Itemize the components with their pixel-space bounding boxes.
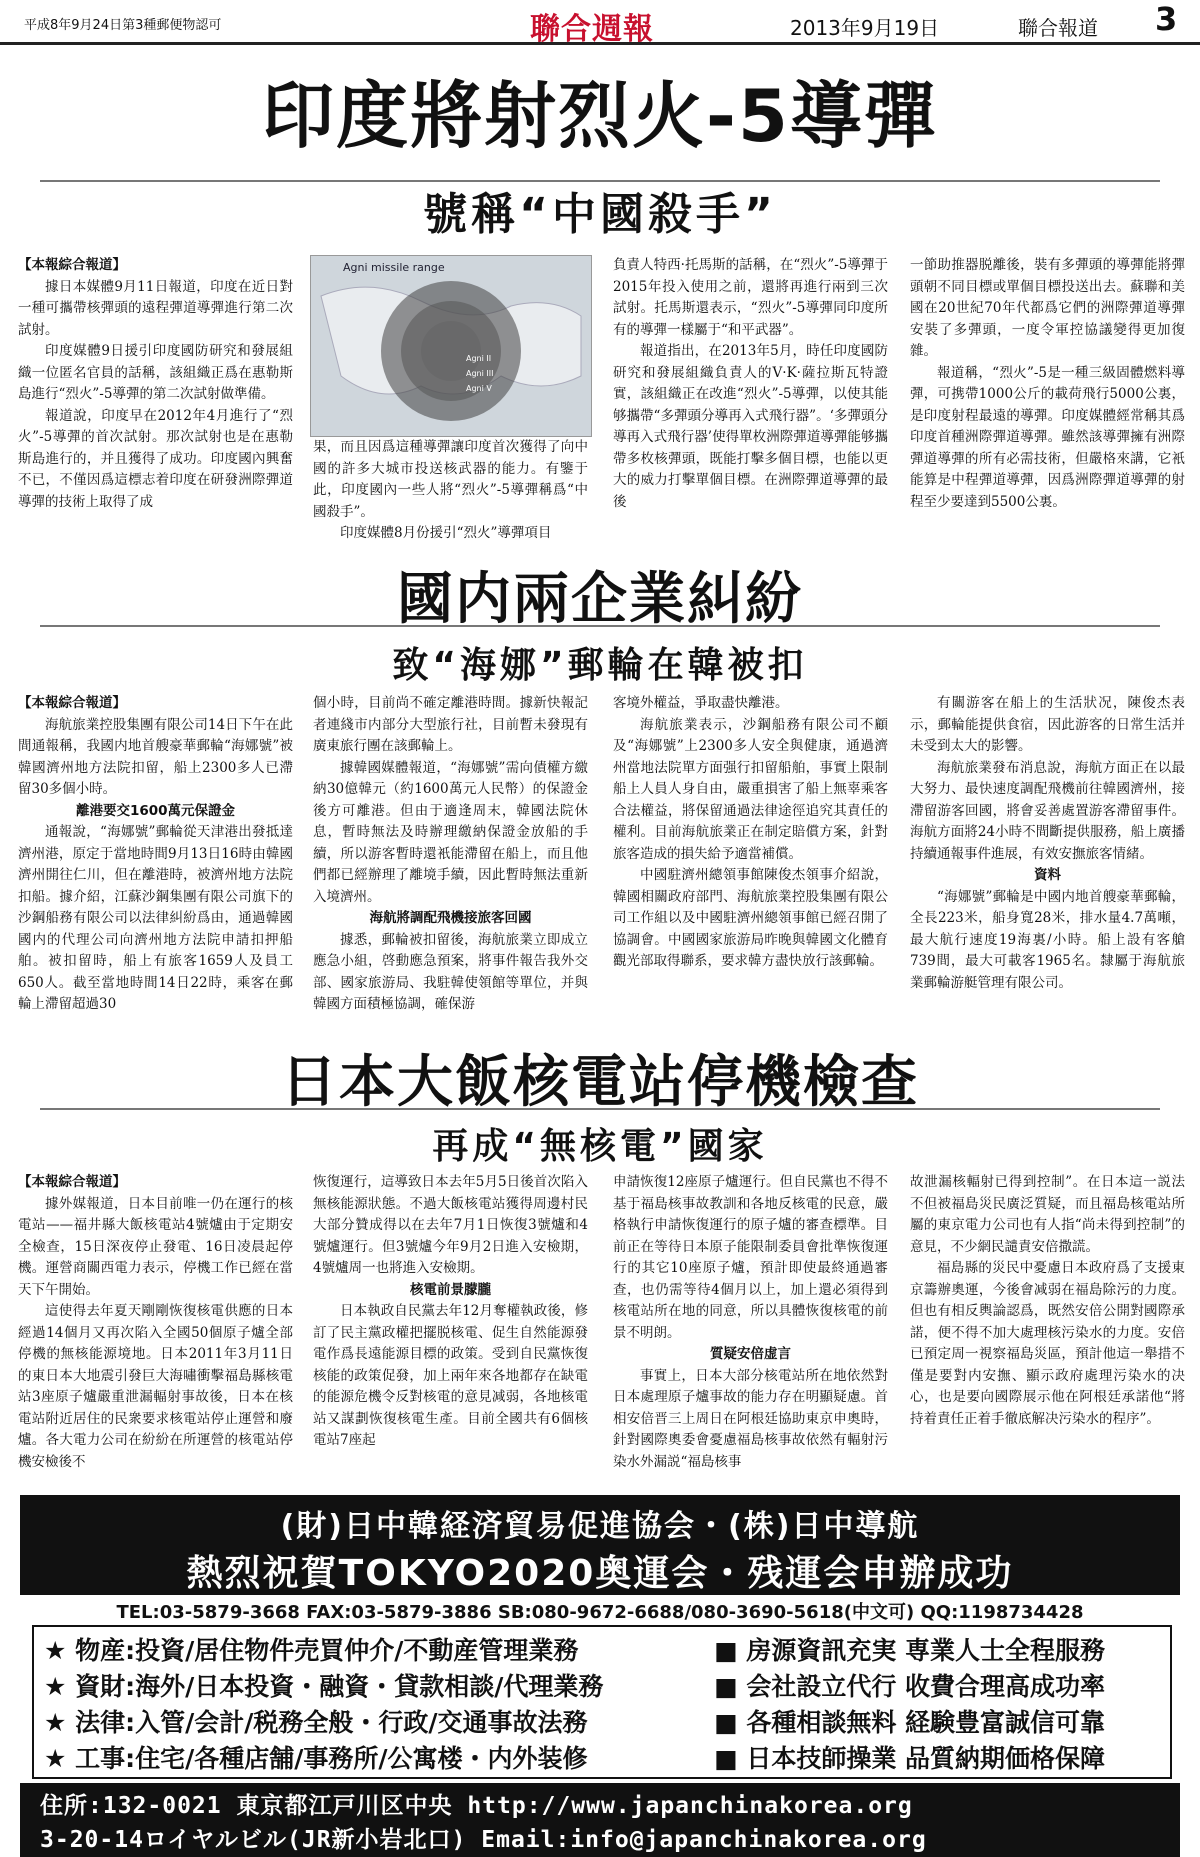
article1-subhead: 號稱“中國殺手”: [423, 189, 777, 240]
advertisement: [20, 1495, 1180, 1857]
paragraph: 福島縣的災民中憂慮日本政府爲了支援東京籌辦奧運，今後會减弱在福島除污的力度。但也有相反輿論認爲，既然安倍公開對國際承諾，便不得不加大處理核污染水的力度。安倍已預定周一視察福島災區，預計他這一舉措不僅是要對内安撫、顯示政府處理污染水的决心，也是要向國際展示他在阿根廷承諾他“將持着責任正着手徹底解决污染水的程序”。: [910, 1260, 1185, 1427]
service-item: ★ 工事:住宅/各種店舗/事務所/公寓楼・内外装修: [44, 1744, 588, 1773]
article2-column-1: [18, 693, 293, 1035]
world-map-icon: [311, 256, 591, 436]
paragraph: 恢復運行，這導致日本去年5月5日後首次陷入無核能源狀態。不過大飯核電站獲得周邊村民大部分贊成得以在去年7月1日恢復3號爐和4號爐運行。但3號爐今年9月2日進入安檢期，4號爐周一也將進入安檢期。: [313, 1174, 588, 1276]
article2-divider: [40, 625, 1160, 627]
paragraph: 中國駐濟州總領事館陳俊杰領事介紹說，韓國相關政府部門、海航旅業控股集團有限公司工作組以及中國駐濟州總領事館已經召開了協調會。中國國家旅游局昨晚與韓國文化體育觀光部取得聯系，要求韓方盡快放行該郵輪。: [613, 867, 888, 969]
byline: 【本報綜合報道】: [18, 257, 126, 273]
page-number: 3: [1155, 0, 1178, 38]
paragraph: 報道指出，在2013年5月，時任印度國防研究和發展組織負責人的V·K·薩拉斯瓦特證實，該組織正在改進“烈火”-5導彈，以使其能够攜帶“多彈頭分導再入式飛行器”。‘多彈頭分導再入式飛行器’使得單枚洲際彈道導彈能够攜帶多枚核彈頭，既能打擊多個目標，也能以更大的威力打擊單個目標。在洲際彈道導彈的最後: [613, 343, 888, 510]
paragraph: 報道稱，“烈火”-5是一種三級固體燃料導彈，可携帶1000公斤的載荷飛行5000公裏，是印度射程最遠的導彈。印度媒體經常稱其爲印度首種洲際彈道導彈。雖然該導彈擁有洲際彈道導彈的所有必需技術，但嚴格來講，它衹能算是中程彈道導彈，因爲洲際彈道導彈的射程至少要達到5500公裏。: [910, 364, 1185, 510]
paragraph: 這使得去年夏天剛剛恢復核電供應的日本經過14個月又再次陷入全國50個原子爐全部停機的無核能源境地。日本2011年3月11日的東日本大地震引發巨大海嘯衝擊福島縣核電站3座原子爐嚴重泄漏輻射事故後，日本在核電站附近居住的民衆要求核電站停止運營和廢爐。各大電力公司在紛紛在所運營的核電站停機安檢後不: [18, 1303, 293, 1470]
paragraph: 據悉，郵輪被扣留後，海航旅業立即成立應急小組，啓動應急預案，將事件報告我外交部、國家旅游局、我駐韓使領館等單位，并與韓國方面積極協調，確保游: [313, 931, 588, 1012]
paragraph: 報道說，印度早在2012年4月進行了“烈火”-5導彈的首次試射。那次試射也是在惠勒斯島進行的，并且獲得了成功。印度國內興奮不已，不僅因爲這標志着印度在研發洲際彈道導彈的技術上取得了成: [18, 407, 293, 510]
page-header: [0, 0, 1200, 45]
byline: 【本報綜合報道】: [18, 1174, 126, 1190]
section-subheading: 資料: [1034, 867, 1061, 883]
ad-slogan: 熱烈祝賀TOKYO2020奥運会・残運会申辦成功: [186, 1553, 1014, 1594]
service-item: ★ 資財:海外/日本投資・融資・貸款相談/代理業務: [44, 1672, 604, 1701]
article1-column-4: [910, 255, 1185, 545]
masthead: 聯合週報: [530, 12, 654, 47]
article3-column-2: [313, 1172, 588, 1488]
paragraph: 申請恢復12座原子爐運行。但自民黨也不得不基于福島核事故教訓和各地反核電的民意，嚴格執行申請恢復運行的原子爐的審查標準。目前正在等待日本原子能限制委員會批準恢復運行的其它10座原子爐，預計即使最終通過審查，也仍需等待4個月以上，加上還必須得到核電站所在地的同意，所以具體恢復核電的前景不明朗。: [613, 1174, 888, 1341]
article1-column-3: [613, 255, 888, 545]
paragraph: 據外媒報道，日本目前唯一仍在運行的核電站——福井縣大飯核電站4號爐由于定期安全檢查，15日深夜停止發電、16日凌晨起停機。運營商關西電力表示，停機工作已經在當天下午開始。: [18, 1195, 293, 1298]
section-subheading: 核電前景朦朧: [410, 1281, 491, 1298]
paragraph: 據韓國媒體報道，“海娜號”需向債權方繳納30億韓元（約1600萬元人民幣）的保證金後方可離港。但由于適逢周末，韓國法院休息，暫時無法及時辦理繳納保證金放船的手續，所以游客暫時還衹能滯留在船上，而且他們都已經辦理了離境手續，因此暫時無法重新入境濟州。: [313, 759, 588, 905]
paragraph: 一節助推器脱離後，裝有多彈頭的導彈能將彈頭朝不同目標或單個目標投送出去。蘇聯和美國在20世紀70年代都爲它們的洲際彈道導彈安裝了多彈頭，一度令軍控協議變得更加復雜。: [910, 257, 1185, 359]
paragraph: 個小時，目前尚不確定離港時間。據新快報記者連綫市内部分大型旅行社，目前暫未發現有廣東旅行團在該郵輪上。: [313, 695, 588, 754]
paragraph: 印度媒體8月份援引“烈火”導彈項目: [340, 525, 552, 541]
paragraph: 日本執政自民黨去年12月奪權執政後，修訂了民主黨政權把擺脱核電、促生自然能源發電作爲長遠能源目標的政策。受到自民黨恢復核能的政策促發，加上兩年來各地都存在缺電的能源危機令反對核電的意見减弱，各地核電站又謀劃恢復核電生產。目前全國共有6個核電站7座起: [313, 1303, 588, 1448]
byline: 【本報綜合報道】: [18, 695, 126, 711]
section-subheading: 海航將調配飛機接旅客回國: [369, 910, 532, 926]
ad-services: [32, 1625, 1172, 1779]
paragraph: 客境外權益，爭取盡快離港。: [613, 695, 789, 711]
article2-column-4: [910, 693, 1185, 1035]
ad-address-line-2: 3-20-14ロイヤルビル(JR新小岩北口) Email:info@japanchinakorea.org: [40, 1827, 927, 1853]
paragraph: 海航旅業控股集團有限公司14日下午在此間通報稱，我國内地首艘豪華郵輪“海娜號”被韓國濟州地方法院扣留，船上2300多人已滯留30多個小時。: [18, 716, 293, 797]
issue-date: 2013年9月19日: [790, 16, 940, 40]
paragraph: “海娜號”郵輪是中國内地首艘豪華郵輪，全長223米，船身寬28米，排水量4.7萬噸，最大航行速度19海裏/小時。船上設有客艙739間，最大可載客1965名。隸屬于海航旅業郵輪游艇管理有限公司。: [910, 888, 1185, 991]
article3-column-3: [613, 1172, 888, 1488]
service-feature: ■ 房源資訊充実 専業人士全程服務: [714, 1636, 1106, 1665]
paragraph: 負責人特西·托馬斯的話稱，在“烈火”-5導彈于2015年投入使用之前，還將再進行兩到三次試射。托馬斯還表示，“烈火”-5導彈同印度所有的導彈一樣屬于“和平武器”。: [613, 257, 888, 338]
article1-column-2: [313, 437, 588, 545]
service-feature: ■ 日本技師操業 品質納期価格保障: [714, 1744, 1106, 1773]
agni-range-map: [310, 255, 592, 437]
article3-column-1: [18, 1172, 293, 1488]
article2-subhead: 致“海娜”郵輪在韓被扣: [392, 645, 808, 686]
section-subheading: 離港要交1600萬元保證金: [75, 802, 236, 819]
postal-permit: 平成8年9月24日第3種郵便物認可: [24, 18, 222, 33]
article2-column-3: [613, 693, 888, 1035]
article2-column-2: [313, 693, 588, 1035]
ad-org-name: (財)日中韓経済貿易促進協会・(株)日中導航: [280, 1509, 920, 1544]
section-name: 聯合報道: [1018, 16, 1098, 40]
paragraph: 海航旅業表示，沙鋼船務有限公司不顧及“海娜號”上2300多人安全與健康，通過濟州當地法院單方面强行扣留船舶，事實上限制船上人員人身自由，嚴重損害了船上無辜乘客合法權益，將保留通過法律途徑追究其責任的權利。目前海航旅業正在制定賠償方案，針對旅客造成的損失給予適當補償。: [613, 716, 888, 862]
map-caption: Agni missile range: [343, 261, 445, 274]
map-label: Agni III: [466, 369, 494, 378]
paragraph: 印度媒體9日援引印度國防研究和發展組織一位匿名官員的話稱，該組織正爲在惠勒斯島進行“烈火”-5導彈的第二次試射做準備。: [18, 343, 293, 402]
paragraph: 事實上，日本大部分核電站所在地依然對日本處理原子爐事故的能力存在明顯疑慮。首相安倍晋三上周日在阿根廷協助東京申奧時，針對國際奧委會憂慮福島核事故依然有輻射污染水外漏説“福島核事: [613, 1367, 888, 1470]
article3-column-4: [910, 1172, 1185, 1488]
ad-address-line-1: 住所:132-0021 東京都江戸川区中央 http://www.japanchinakorea.org: [40, 1793, 913, 1819]
ad-contact: TEL:03-5879-3668 FAX:03-5879-3886 SB:080-9672-6688/080-3690-5618(中文可) QQ:1198734428: [116, 1602, 1084, 1623]
service-item: ★ 物産:投資/居住物件売買仲介/不動産管理業務: [44, 1636, 579, 1665]
ad-banner: [20, 1495, 1180, 1595]
service-feature: ■ 各種相談無料 経験豊富誠信可靠: [714, 1708, 1106, 1737]
service-item: ★ 法律:入管/会計/税務全般・行政/交通事故法務: [44, 1708, 588, 1737]
article3-divider: [40, 1108, 1160, 1110]
article2-headline: 國内兩企業糾紛: [397, 567, 803, 632]
paragraph: 通報說，“海娜號”郵輪從天津港出發抵達濟州港，原定于當地時間9月13日16時由韓國濟州開往仁川，但在離港時，被濟州地方法院扣船。據介紹，江蘇沙鋼集團有限公司旗下的沙鋼船務有限公司以法律糾紛爲由，通過韓國國内的代理公司向濟州地方法院申請扣押船舶。被扣留時，船上有旅客1659人及員工650人。截至當地時間14日22時，乘客在郵輪上滯留超過30: [18, 824, 293, 1012]
paragraph: 果，而且因爲這種導彈讓印度首次獲得了向中國的許多大城市投送核武器的能力。有鑒于此，印度國內一些人將“烈火”-5導彈稱爲“中國殺手”。: [313, 439, 588, 520]
article1-column-1: [18, 255, 293, 545]
article1-headline: 印度將射烈火-5導彈: [262, 74, 938, 158]
paragraph: 故泄漏核輻射已得到控制”。在日本這一説法不但被福島災民廣泛質疑，而且福島核電站所屬的東京電力公司也有人指“尚未得到控制”的意見，不少網民譴責安倍撒謊。: [910, 1174, 1185, 1255]
ad-address-bar: [20, 1783, 1180, 1857]
article3-subhead: 再成“無核電”國家: [432, 1126, 768, 1167]
service-feature: ■ 会社設立代行 收費合理高成功率: [714, 1672, 1106, 1701]
map-label: Agni V: [466, 384, 492, 393]
article3-headline: 日本大飯核電站停機檢查: [281, 1050, 919, 1115]
paragraph: 海航旅業發布消息說，海航方面正在以最大努力、最快速度調配飛機前往韓國濟州，接滯留游客回國，將會妥善處置游客滯留事件。海航方面將24小時不間斷提供服務，船上廣播持續通報事件進展，有效安撫旅客情緒。: [910, 759, 1185, 862]
map-label: Agni II: [466, 354, 492, 363]
paragraph: 據日本媒體9月11日報道，印度在近日對一種可攜帶核彈頭的遠程彈道導彈進行第二次試射。: [18, 278, 293, 338]
section-subheading: 質疑安倍虚言: [710, 1346, 791, 1362]
paragraph: 有關游客在船上的生活狀况，陳俊杰表示，郵輪能提供食宿，因此游客的日常生活并未受到太大的影響。: [910, 695, 1185, 754]
